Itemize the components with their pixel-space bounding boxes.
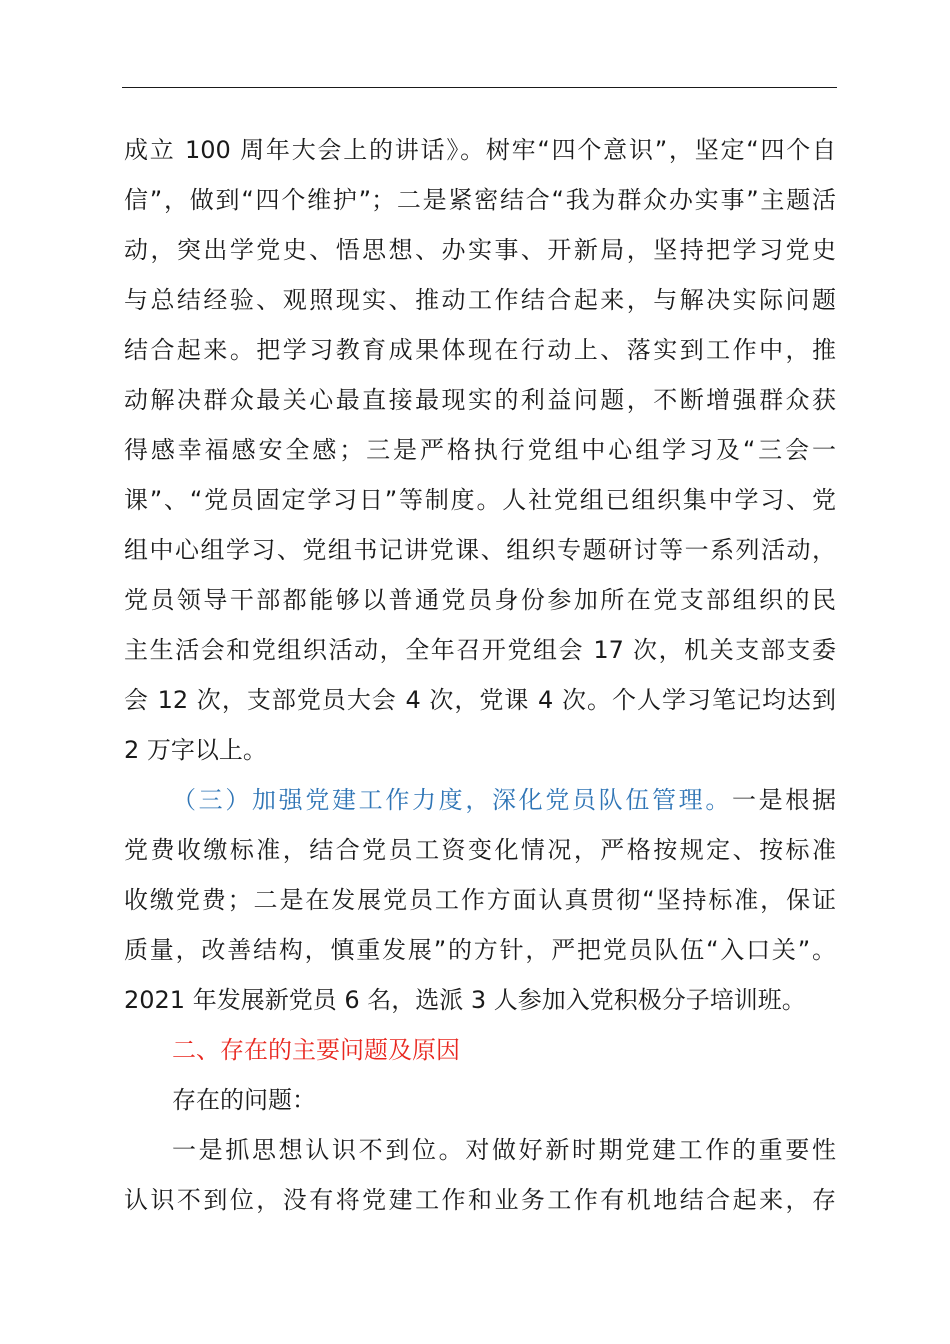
problems-label: 存在的问题：	[172, 1086, 316, 1114]
body-line: 党费收缴标准，结合党员工资变化情况，严格按规定、按标准	[124, 836, 836, 864]
body-line: 质量，改善结构，慎重发展”的方针，严把党员队伍“入口关”。	[124, 936, 836, 964]
body-line: 收缴党费；二是在发展党员工作方面认真贯彻“坚持标准，保证	[124, 886, 836, 914]
body-line: 认识不到位，没有将党建工作和业务工作有机地结合起来，存	[124, 1186, 836, 1214]
section3-first-line-rest: 一是根据	[732, 786, 836, 814]
body-line: 信”，做到“四个维护”；二是紧密结合“我为群众办实事”主题活	[124, 186, 836, 214]
body-line: 结合起来。把学习教育成果体现在行动上、落实到工作中，推	[124, 336, 836, 364]
body-line: 2 万字以上。	[124, 736, 267, 764]
body-line: 会 12 次，支部党员大会 4 次，党课 4 次。个人学习笔记均达到	[124, 686, 836, 714]
body-line: 得感幸福感安全感；三是严格执行党组中心组学习及“三会一	[124, 436, 836, 464]
body-line: 2021 年发展新党员 6 名，选派 3 人参加入党积极分子培训班。	[124, 986, 806, 1014]
body-line: 主生活会和党组织活动，全年召开党组会 17 次，机关支部支委	[124, 636, 836, 664]
part2-heading: 二、存在的主要问题及原因	[172, 1036, 460, 1064]
body-line: 与总结经验、观照现实、推动工作结合起来，与解决实际问题	[124, 286, 836, 314]
body-line: 课”、“党员固定学习日”等制度。人社党组已组织集中学习、党	[124, 486, 836, 514]
body-line: 组中心组学习、党组书记讲党课、组织专题研讨等一系列活动，	[124, 536, 836, 564]
header-rule	[122, 87, 837, 88]
section3-first-line	[172, 775, 836, 825]
body-line: 党员领导干部都能够以普通党员身份参加所在党支部组织的民	[124, 586, 836, 614]
body-line: 动解决群众最关心最直接最现实的利益问题，不断增强群众获	[124, 386, 836, 414]
section3-heading: （三）加强党建工作力度，深化党员队伍管理。	[172, 786, 732, 814]
body-line: 一是抓思想认识不到位。对做好新时期党建工作的重要性	[172, 1136, 836, 1164]
body-line: 动，突出学党史、悟思想、办实事、开新局，坚持把学习党史	[124, 236, 836, 264]
body-line: 成立 100 周年大会上的讲话》。树牢“四个意识”，坚定“四个自	[124, 136, 836, 164]
